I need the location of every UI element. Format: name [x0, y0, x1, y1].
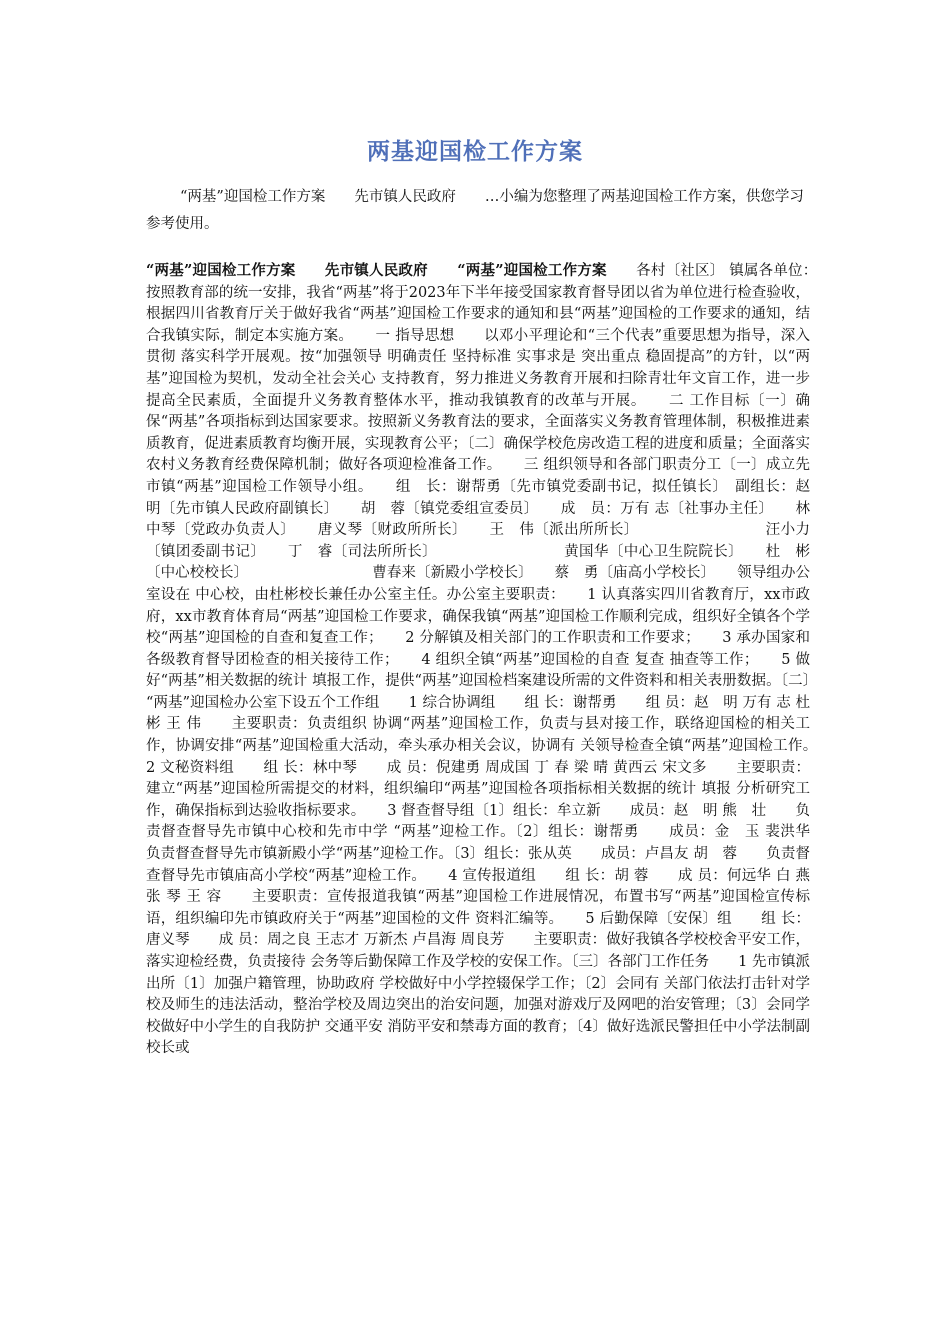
lead-bold-heading: “两基”迎国检工作方案 先市镇人民政府 “两基”迎国检工作方案 [146, 262, 607, 279]
body-text: 各村〔社区〕 镇属各单位： 按照教育部的统一安排，我省“两基”将于2023年下半年接受国家教育督导团以省为单位进行检查验收，根据四川省教育厅关于做好我省“两基”迎国检工作要求的通知和县“两基”迎国检的工作要求的通知，结合我镇实际，制定本实施方案。 一 指导思想 以邓小平理论和“三个代表”重要思想为指导，深入贯彻 落实科学开展观。按“加强领导 明确责任 坚持标准 实事求是 突出重点 稳固提高”的方针，以“两基”迎国检为契机，发动全社会关心 支持教育，努力推进义务教育开展和扫除青壮年文盲工作，进一步提高全民素质，全面提升义务教育整体水平，推动我镇教育的改革与开展。 二 工作目标〔一〕确保“两基”各项指标到达国家要求。按照新义务教育法的要求，全面落实义务教育管理体制，积极推进素质教育，促进素质教育均衡开展，实现教育公平；〔二〕确保学校危房改造工程的进度和质量；全面落实农村义务教育经费保障机制；做好各项迎检准备工作。 三 组织领导和各部门职责分工〔一〕成立先市镇“两基”迎国检工作领导小组。 组 长：谢帮勇〔先市镇党委副书记，拟任镇长〕 副组长：赵 明〔先市镇人民政府副镇长〕 胡 蓉〔镇党委组宣委员〕 成 员：万有 志〔社事办主任〕 林中琴〔党政办负责人〕 唐义琴〔财政所所长〕 王 伟〔派出所所长〕 汪小力〔镇团委副书记〕 丁 睿〔司法所所长〕 黄国华〔中心卫生院院长〕 杜 彬〔中心校校长〕 曹春来〔新殿小学校长〕 蔡 勇〔庙高小学校长〕 领导组办公室设在 中心校，由杜彬校长兼任办公室主任。办公室主要职责： 1 认真落实四川省教育厅，xx市政府，xx市教育体育局“两基”迎国检工作要求，确保我镇“两基”迎国检工作顺利完成，组织好全镇各个学校“两基”迎国检的自查和复查工作； 2 分解镇及相关部门的工作职责和工作要求； 3 承办国家和各级教育督导团检查的相关接待工作； 4 组织全镇“两基”迎国检的自查 复查 抽查等工作； 5 做好“两基”相关数据的统计 填报工作，提供“两基”迎国检档案建设所需的文件资料和相关表册数据。〔二〕 “两基”迎国检办公室下设五个工作组 1 综合协调组 组 长：谢帮勇 组 员：赵 明 万有 志 杜 彬 王 伟 主要职责：负责组织 协调“两基”迎国检工作，负责与县对接工作，联络迎国检的相关工作，协调安排“两基”迎国检重大活动，牵头承办相关会议，协调有 关领导检查全镇“两基”迎国检工作。 2 文秘资料组 组 长：林中琴 成 员：倪建勇 周成国 丁 春 梁 晴 黄西云 宋文多 主要职责：建立“两基”迎国检所需提交的材料，组织编印“两基”迎国检各项指标相关数据的统计 填报 分析研究工作，确保指标到达验收指标要求。 3 督查督导组〔1〕组长：牟立新 成员：赵 明 熊 壮 负责督查督导先市镇中心校和先市中学 “两基”迎检工作。〔2〕组长：谢帮勇 成员：金 玉 裴洪华 负责督查督导先市镇新殿小学“两基”迎检工作。〔3〕组长：张从英 成员：卢昌友 胡 蓉 负责督查督导先市镇庙高小学校“两基”迎检工作。 4 宣传报道组 组 长：胡 蓉 成 员：何远华 白 燕 张 琴 王 容 主要职责：宣传报道我镇“两基”迎国检工作进展情况，布置书写“两基”迎国检宣传标语，组织编印先市镇政府关于“两基”迎国检的文件 资料汇编等。 5 后勤保障〔安保〕组 组 长：唐义琴 成 员：周之良 王志才 万新杰 卢昌海 周良芳 主要职责：做好我镇各学校校舍平安工作，落实迎检经费，负责接待 会务等后勤保障工作及学校的安保工作。〔三〕各部门工作任务 1 先市镇派出所〔1〕加强户籍管理，协助政府 学校做好中小学控辍保学工作；〔2〕会同有 关部门依法打击针对学校及师生的违法活动，整治学校及周边突出的治安问题，加强对游戏厅及网吧的治安管理；〔3〕会同学校做好中小学生的自我防护 交通平安 消防平安和禁毒方面的教育；〔4〕做好选派民警担任中小学法制副校长或 [146, 263, 840, 1057]
document-title: 两基迎国检工作方案 [367, 139, 583, 165]
intro-paragraph: “两基”迎国检工作方案 先市镇人民政府 …小编为您整理了两基迎国检工作方案，供您学习参考使用。 [146, 189, 804, 232]
body-paragraph [146, 260, 840, 1060]
